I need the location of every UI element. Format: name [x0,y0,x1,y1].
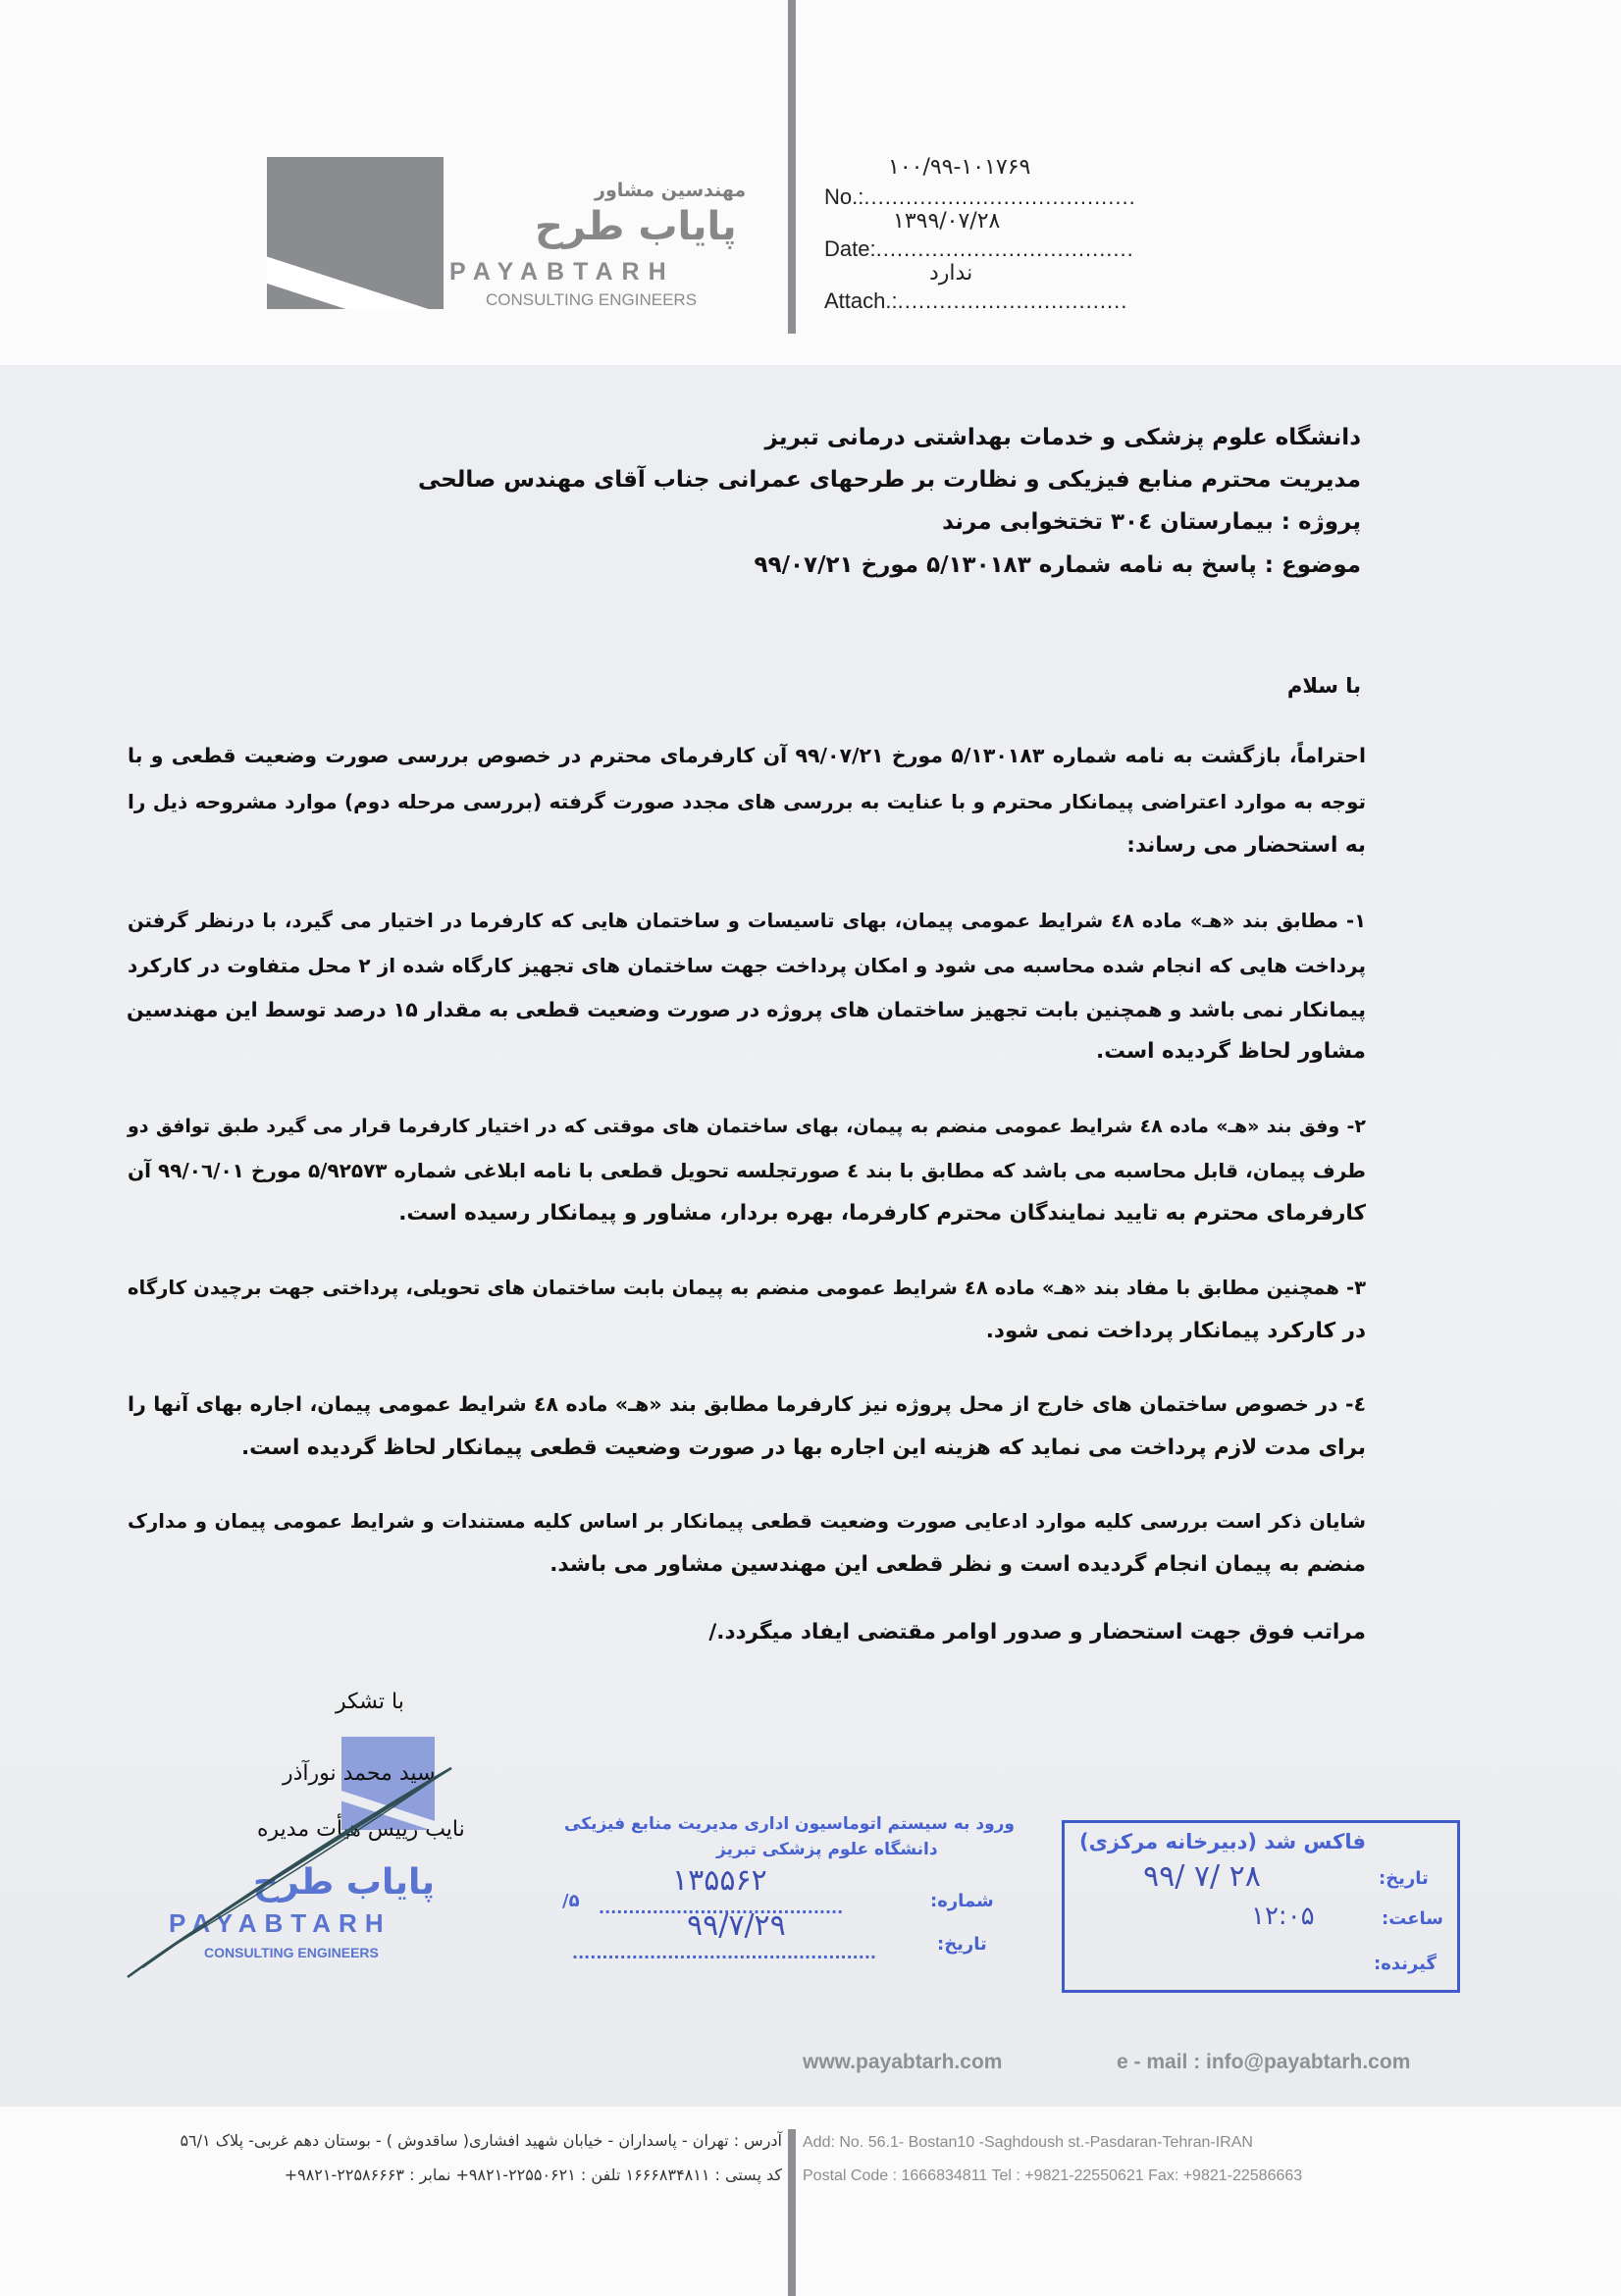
entry-number-prefix: ۵/ [562,1891,580,1911]
fax-time-label: ساعت: [1382,1908,1444,1929]
entry-number-value: ۱۳۵۵۶۲ [672,1863,767,1898]
paragraph-line: مراتب فوق جهت استحضار و صدور اوامر مقتضی ایفاد میگردد./ [708,1620,1366,1644]
recipient-department: مدیریت محترم منابع فیزیکی و نظارت بر طرحهای عمرانی جناب آقای مهندس صالحی [417,467,1361,493]
letter-date-value: ۱۳۹۹/۰۷/۲۸ [893,209,1001,234]
company-stamp-name-en: PAYABTARH [169,1908,392,1938]
letter-date-field: Date:..................................... [824,236,1134,261]
paragraph-line: احتراماً، بازگشت به نامه شماره ۵/۱۳۰۱۸۳ مورخ ۹۹/۰۷/۲۱ آن کارفرمای محترم در خصوص بررسی صورت وضعیت قطعی و با [128,744,1366,767]
website-link[interactable]: www.payabtarh.com [803,2051,1003,2073]
logo-subtitle-fa: مهندسین مشاور [595,180,747,201]
entry-date-value: ۹۹/۷/۲۹ [687,1908,786,1943]
footer-contact-fa: کد پستی : ۱۶۶۶۸۳۴۸۱۱ تلفن : ۲۲۵۵۰۶۲۱-۹۸۲۱+ نمابر : ۲۲۵۸۶۶۶۳-۹۸۲۱+ [284,2166,782,2184]
paragraph-line: توجه به موارد اعتراضی پیمانکار محترم و با عنایت به بررسی های مجدد صورت گرفته (بررسی مرحله دوم) موارد مشروحه ذیل را [128,790,1366,813]
paragraph-line: کارفرمای محترم به تایید نمایندگان محترم کارفرما، بهره بردار، مشاور و پیمانکار رسیده است. [398,1201,1366,1226]
fax-stamp-title: فاکس شد (دبیرخانه مرکزی) [1079,1830,1366,1853]
paragraph-line: پیمانکار نمی باشد و همچنین بابت تجهیز ساختمان های پروژه در صورت وضعیت قطعی به مقدار ۱۵ درصد توسط این مهندسین [126,998,1366,1021]
paragraph-line: در کارکرد پیمانکار پرداخت نمی شود. [985,1319,1366,1343]
header-divider [788,0,796,334]
handwritten-signature-icon [123,1756,456,1982]
entry-stamp-line2: دانشگاه علوم پزشکی تبریز [716,1840,938,1859]
attachment-value: ندارد [929,261,973,286]
footer-address-fa: آدرس : تهران - پاسداران - خیابان شهید افشاری( ساقدوش ) - بوستان دهم غربی- پلاک ۵٦/۱ [180,2131,782,2150]
paragraph-line: ٤- در خصوص ساختمان های خارج از محل پروژه نیز کارفرما مطابق بند «هـ» ماده ٤۸ شرایط عمومی پیمان، اجاره بهای آنها را [128,1392,1366,1416]
entry-number-dots: ......................................... [599,1899,844,1917]
paragraph-line: طرف پیمان، قابل محاسبه می باشد که مطابق با بند ٤ صورتجلسه تحویل قطعی با نامه ابلاغی شماره ۵/۹۲۵۷۳ مورخ ۹۹/۰٦/۰۱ آن [128,1159,1366,1182]
paragraph-line: مشاور لحاظ گردیده است. [1096,1039,1366,1064]
company-logo-icon [267,157,444,309]
paragraph-line: ۳- همچنین مطابق با مفاد بند «هـ» ماده ٤۸ شرایط عمومی منضم به پیمان بابت ساختمان های تحویلی، پرداختی جهت برچیدن کارگاه [128,1277,1366,1299]
entry-stamp-line1: ورود به سیستم اتوماسیون اداری مدیریت منابع فیزیکی [564,1814,1015,1834]
fax-time-value: ۱۲:۰۵ [1251,1902,1315,1931]
fax-date-label: تاریخ: [1379,1868,1429,1889]
attachment-field: Attach.:................................. [824,288,1128,313]
fax-receiver-label: گیرنده: [1374,1954,1437,1974]
logo-subtitle-en: CONSULTING ENGINEERS [486,290,698,309]
entry-date-dots: ................................................... [572,1944,876,1962]
greeting: با سلام [1286,674,1361,698]
paragraph-line: ۲- وفق بند «هـ» ماده ٤۸ شرایط عمومی منضم به پیمان، بهای ساختمان های موقتی که در اختیار کارفرما قرار می گیرد طبق توافق دو [128,1116,1366,1137]
fax-date-value: ۹۹/ ۷/ ۲۸ [1143,1859,1261,1894]
signatory-title: نایب رییس هیأت مدیره [257,1817,465,1842]
logo-name-en: PAYABTARH [449,258,675,286]
paragraph-line: پرداخت هایی که انجام شده محاسبه می شود و امکان پرداخت جهت ساختمان های تجهیز کارگاه شده از ۲ محل متفاوت در کارکرد [128,954,1366,977]
paragraph-line: برای مدت لازم پرداخت می نماید که هزینه این اجاره بها در صورت وضعیت قطعی پیمانکار لحاظ گردیده است. [240,1435,1366,1460]
logo-name-fa: پایاب طرح [535,204,737,249]
entry-date-label: تاریخ: [937,1934,987,1955]
paragraph-line: شایان ذکر است بررسی کلیه موارد ادعایی صورت وضعیت قطعی پیمانکار بر اساس کلیه مستندات و شرایط عمومی پیمان و مدارک [128,1510,1366,1533]
letter-number-field: No.:....................................... [824,184,1136,209]
letter-date-label: Date: [824,236,876,261]
project-line: پروژه : بیمارستان ۳۰٤ تختخوابی مرند [942,509,1361,535]
recipient-organization: دانشگاه علوم پزشکی و خدمات بهداشتی درمانی تبریز [764,425,1361,450]
footer-address-en: Add: No. 56.1- Bostan10 -Saghdoush st.-Pasdaran-Tehran-IRAN [803,2134,1253,2151]
letter-number-label: No.: [824,184,864,209]
footer-divider [788,2129,796,2296]
attachment-label: Attach.: [824,288,898,313]
footer-contact-en: Postal Code : 1666834811 Tel : +9821-22550621 Fax: +9821-22586663 [803,2167,1303,2184]
subject-line: موضوع : پاسخ به نامه شماره ۵/۱۳۰۱۸۳ مورخ ۹۹/۰۷/۲۱ [754,552,1361,578]
paragraph-line: به استحضار می رساند: [1126,833,1366,858]
company-stamp-subtitle: CONSULTING ENGINEERS [204,1945,379,1960]
letter-number-value: ۱۰۰/۹۹-۱۰۱۷۶۹ [888,155,1031,180]
paragraph-line: ۱- مطابق بند «هـ» ماده ٤۸ شرایط عمومی پیمان، بهای تاسیسات و ساختمان هایی که کارفرما در اختیار می گیرد، با درنظر گرفتن [128,910,1366,932]
email-link[interactable]: e - mail : info@payabtarh.com [1117,2051,1411,2073]
company-stamp-name-fa: پایاب طرح [253,1862,436,1903]
signatory-name: سید محمد نورآذر [283,1761,436,1786]
closing-thanks: با تشکر [336,1690,404,1714]
entry-number-label: شماره: [930,1891,994,1911]
paragraph-line: منضم به پیمان انجام گردیده است و نظر قطعی این مهندسین مشاور می باشد. [549,1552,1366,1577]
